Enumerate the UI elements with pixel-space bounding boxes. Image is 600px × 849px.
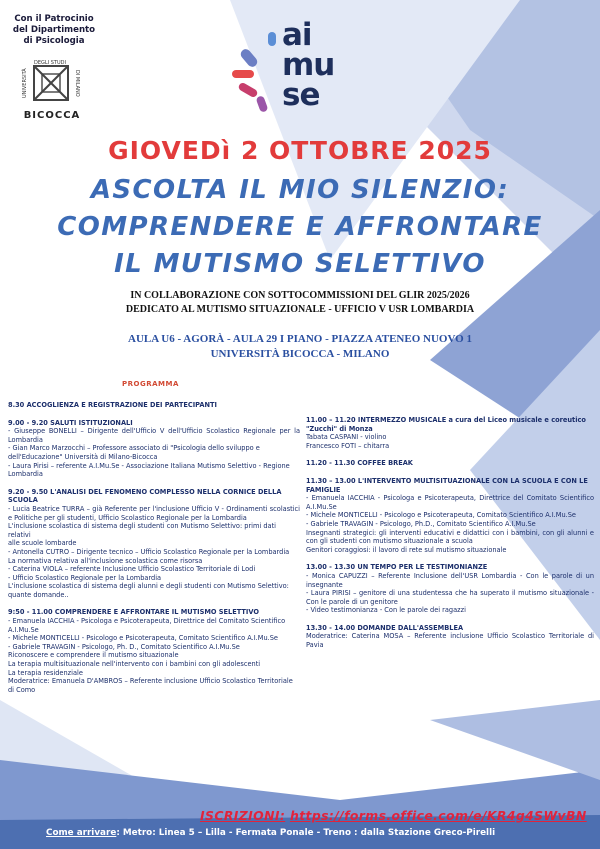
section-line: La normativa relativa all'inclusione scolastica come risorsa — [8, 556, 203, 565]
section-line: - Laura Pirisi – referente A.I.Mu.Se - Associazione Italiana Mutismo Selettivo - Regione Lombardia — [8, 461, 290, 479]
svg-text:DI MILANO: DI MILANO — [74, 70, 80, 97]
section-line: - Lucia Beatrice TURRA – già Referente per l'inclusione Ufficio V - Ordinamenti scolastici e Politiche per gli studenti, Ufficio Scolastico Regionale per la Lombardia — [8, 504, 300, 522]
section-line: Insegnanti strategici: gli interventi educativi e didattici con i bambini, con gli alunni e con gli studenti con mutismo situazionale a scuola — [306, 528, 594, 546]
section-heading: 13.00 - 13.30 UN TEMPO PER LE TESTIMONIANZE — [306, 563, 488, 572]
program-section — [306, 563, 594, 615]
section-line: Moderatrice: Caterina MOSA – Referente inclusione Ufficio Scolastico Territoriale di Pavia — [306, 632, 594, 650]
section-line: Francesco FOTI – chitarra — [306, 441, 390, 450]
event-title — [20, 172, 580, 283]
title-line: IL MUTISMO SELETTIVO — [114, 249, 486, 279]
section-line: - Gabriele TRAVAGIN - Psicologo, Ph.D., Comitato Scientifico A.I.Mu.Se — [306, 519, 536, 528]
patronage-line: del Dipartimento — [12, 25, 96, 35]
collab-line: IN COLLABORAZIONE CON SOTTOCOMMISSIONI DEL GLIR 2025/2026 — [130, 290, 470, 301]
brand-line: mu — [282, 47, 335, 83]
section-line: - Gabriele TRAVAGIN - Psicologo, Ph. D., Comitato Scientifico A.I.Mu.Se — [8, 642, 240, 651]
program-section — [8, 608, 300, 694]
program-section — [306, 624, 594, 650]
program-section — [306, 477, 594, 554]
svg-text:UNIVERSITÀ: UNIVERSITÀ — [22, 68, 28, 98]
directions-text: : Metro: Linea 5 – Lilla - Fermata Ponale - Treno : dalla Stazione Greco-Pirelli — [116, 828, 496, 838]
section-line: - Emanuela IACCHIA - Psicologa e Psicoterapeuta, Direttrice del Comitato Scientifico A.I.Mu.Se — [306, 494, 594, 511]
section-line: La terapia residenziale — [8, 668, 83, 677]
venue-text — [0, 332, 600, 362]
section-line: - Giuseppe BONELLI – Dirigente dell'Ufficio V dell'Ufficio Scolastico Regionale per la Lombardia — [8, 427, 300, 444]
section-line: - Caterina VIOLA – referente Inclusione Ufficio Scolastico Territoriale di Lodi — [8, 565, 256, 574]
section-heading: 9.20 - 9.50 L'ANALISI DEL FENOMENO COMPLESSO NELLA CORNICE DELLA SCUOLA — [8, 487, 282, 505]
registration-link[interactable]: https://forms.office.com/e/KR4g4SWvBN — [289, 808, 587, 823]
university-name: BICOCCA — [23, 110, 81, 121]
section-line: Riconoscere e comprendere il mutismo situazionale — [8, 651, 179, 660]
directions-line — [46, 828, 600, 838]
section-line: Tabata CASPANI - violino — [306, 433, 387, 442]
section-heading: 13.30 - 14.00 DOMANDE DALL'ASSEMBLEA — [306, 623, 464, 632]
venue-line: UNIVERSITÀ BICOCCA - MILANO — [210, 348, 390, 360]
title-line: ASCOLTA IL MIO SILENZIO: — [90, 175, 510, 205]
collab-line: DEDICATO AL MUTISMO SITUAZIONALE - UFFICIO V USR LOMBARDIA — [125, 304, 475, 315]
section-line: - Michele MONTICELLI - Psicologo e Psicoterapeuta, Comitato Scientifico A.I.Mu.Se — [8, 634, 278, 643]
event-date: GIOVEDì 2 OTTOBRE 2025 — [108, 136, 492, 165]
section-line: - Michele MONTICELLI - Psicologo e Psicoterapeuta, Comitato Scientifico A.I.Mu.Se — [306, 511, 576, 520]
aimuse-wordmark — [282, 17, 362, 113]
patronage-line: di Psicologia — [23, 36, 85, 46]
title-line: COMPRENDERE E AFFRONTARE — [57, 212, 543, 242]
section-heading: 11.20 - 11.30 COFFEE BREAK — [306, 459, 413, 468]
section-line: - Video testimonianza - Con le parole dei ragazzi — [306, 606, 466, 615]
patronage-line: Con il Patrocinio — [14, 14, 94, 24]
venue-line: AULA U6 - AGORÀ - AULA 29 I PIANO - PIAZZA ATENEO NUOVO 1 — [128, 333, 472, 345]
section-line: alle scuole lombarde — [8, 539, 77, 548]
section-heading: 11.00 – 11.20 INTERMEZZO MUSICALE a cura del Liceo musicale e coreutico "Zucchi" di Monza — [306, 416, 586, 433]
section-line: La terapia multisituazionale nell'intervento con i bambini con gli adolescenti — [8, 660, 261, 669]
section-heading: 11.30 – 13.00 L'INTERVENTO MULTISITUAZIONALE CON LA SCUOLA E CON LE FAMIGLIE — [306, 476, 588, 494]
section-line: L'inclusione scolastica di sistema degli studenti con Mutismo Selettivo: primi dati relativi — [8, 522, 277, 539]
program-section — [8, 419, 300, 479]
program-label: PROGRAMMA — [122, 380, 179, 388]
collaboration-text — [0, 289, 600, 317]
brand-line: se — [282, 77, 320, 113]
section-line: - Ufficio Scolastico Regionale per la Lombardia — [8, 573, 162, 582]
program-section — [306, 416, 594, 450]
section-heading: 9.00 - 9.20 SALUTI ISTITUZIONALI — [8, 418, 133, 427]
section-heading: 8.30 ACCOGLIENZA E REGISTRAZIONE DEI PARTECIPANTI — [8, 401, 217, 409]
section-line: - Emanuela IACCHIA - Psicologa e Psicoterapeuta, Direttrice del Comitato Scientifico — [8, 617, 286, 626]
section-line: L'inclusione scolastica di sistema degli alunni e degli studenti con Mutismo Selettivo: quante domande.. — [8, 582, 289, 599]
program-section — [8, 488, 300, 600]
svg-text:DEGLI STUDI: DEGLI STUDI — [34, 60, 66, 66]
program-right-column — [306, 416, 594, 659]
patronage-text — [6, 14, 102, 47]
section-line: Moderatrice: Emanuela D'AMBROS – Referente inclusione Ufficio Scolastico Territoriale di Como — [8, 677, 293, 694]
section-line: A.I.Mu.Se — [8, 625, 39, 634]
registration-line — [200, 808, 600, 823]
brand-line: ai — [282, 17, 312, 53]
section-line: - Monica CAPUZZI – Referente Inclusione dell'USR Lombardia - Con le parole di un insegnante — [306, 571, 594, 589]
section-line: Genitori coraggiosi: il lavoro di rete sul mutismo situazionale — [306, 545, 507, 554]
program-left-column — [8, 401, 300, 703]
section-line: - Gian Marco Marzocchi – Professore associato di "Psicologia dello sviluppo e dell'Educazione" Università di Milano-Bicocca — [8, 444, 260, 461]
section-heading: 9:50 - 11.00 COMPRENDERE E AFFRONTARE IL MUTISMO SELETTIVO — [8, 608, 259, 617]
registration-label: ISCRIZIONI: — [200, 808, 286, 823]
directions-label: Come arrivare — [46, 828, 117, 838]
section-line: - Antonella CUTRO – Dirigente tecnico – Ufficio Scolastico Regionale per la Lombardia — [8, 547, 290, 556]
section-line: - Laura PIRISI – genitore di una studentessa che ha superato il mutismo situazionale - Con le parole di un genitore — [306, 589, 594, 606]
program-section — [8, 401, 300, 410]
program-section — [306, 459, 594, 468]
